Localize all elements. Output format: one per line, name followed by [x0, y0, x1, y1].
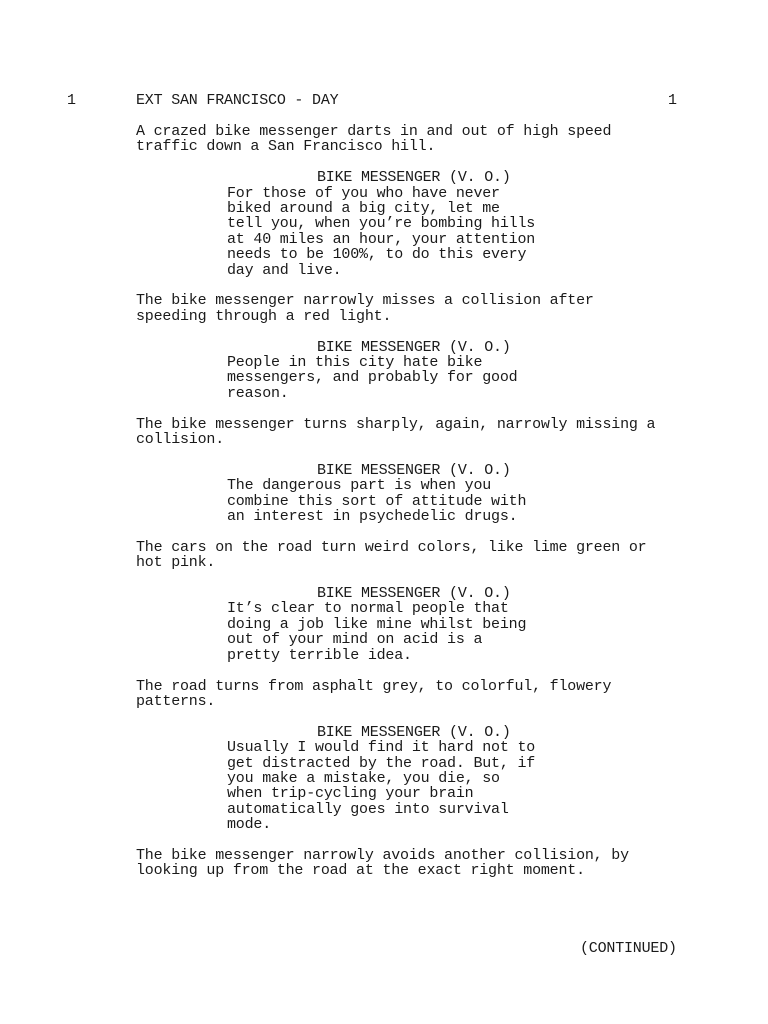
block-gap	[136, 524, 696, 539]
action-line: A crazed bike messenger darts in and out of high speed	[136, 123, 612, 140]
action-paragraph	[136, 417, 696, 448]
character-name: BIKE MESSENGER (V. O.)	[317, 723, 511, 741]
scene-heading: EXT SAN FRANCISCO - DAY	[136, 92, 339, 109]
dialogue-block	[136, 340, 696, 402]
action-line: looking up from the road at the exact right moment.	[136, 862, 585, 880]
dialogue-block	[136, 170, 696, 278]
character-name: BIKE MESSENGER (V. O.)	[317, 338, 511, 356]
block-gap	[136, 401, 696, 416]
scene-number-right: 1	[668, 92, 677, 109]
dialogue-line: day and live.	[227, 261, 342, 279]
dialogue-line: automatically goes into survival	[227, 800, 509, 818]
block-gap	[136, 155, 696, 170]
dialogue-line: out of your mind on acid is a	[227, 631, 483, 649]
block-gap	[136, 663, 696, 678]
action-line: patterns.	[136, 692, 216, 710]
dialogue-block	[136, 725, 696, 833]
character-name: BIKE MESSENGER (V. O.)	[317, 461, 511, 479]
character-name: BIKE MESSENGER (V. O.)	[317, 585, 511, 603]
block-gap	[136, 833, 696, 848]
action-line: The cars on the road turn weird colors, like lime green or	[136, 538, 647, 556]
block-gap	[136, 571, 696, 586]
action-line: The bike messenger narrowly avoids another collision, by	[136, 846, 629, 864]
dialogue-line: you make a mistake, you die, so	[227, 769, 500, 787]
dialogue-line: People in this city hate bike	[227, 354, 483, 372]
dialogue-line: needs to be 100%, to do this every	[227, 246, 527, 264]
dialogue-line: an interest in psychedelic drugs.	[227, 508, 518, 526]
character-name: BIKE MESSENGER (V. O.)	[317, 169, 511, 187]
script-body	[136, 124, 696, 879]
dialogue-block	[136, 586, 696, 663]
block-gap	[136, 324, 696, 339]
continued-marker: (CONTINUED)	[580, 940, 677, 957]
dialogue-line: It’s clear to normal people that	[227, 600, 509, 618]
dialogue-line: mode.	[227, 816, 272, 834]
action-line: The road turns from asphalt grey, to colorful, flowery	[136, 677, 612, 695]
action-paragraph	[136, 293, 696, 324]
dialogue-line: combine this sort of attitude with	[227, 492, 527, 510]
dialogue-line: doing a job like mine whilst being	[227, 615, 527, 633]
dialogue-block	[136, 463, 696, 525]
dialogue-line: pretty terrible idea.	[227, 646, 412, 664]
block-gap	[136, 447, 696, 462]
dialogue-line: messengers, and probably for good	[227, 369, 518, 387]
action-line: The bike messenger narrowly misses a collision after	[136, 292, 594, 310]
action-paragraph	[136, 679, 696, 710]
dialogue-line: The dangerous part is when you	[227, 477, 492, 495]
action-paragraph	[136, 848, 696, 879]
block-gap	[136, 709, 696, 724]
dialogue-line: biked around a big city, let me	[227, 200, 500, 218]
action-line: collision.	[136, 431, 225, 449]
block-gap	[136, 278, 696, 293]
action-paragraph	[136, 540, 696, 571]
dialogue-line: get distracted by the road. But, if	[227, 754, 536, 772]
dialogue-line: at 40 miles an hour, your attention	[227, 230, 536, 248]
action-line: speeding through a red light.	[136, 307, 392, 325]
dialogue-line: For those of you who have never	[227, 184, 500, 202]
scene-number-left: 1	[67, 92, 76, 109]
dialogue-line: Usually I would find it hard not to	[227, 739, 536, 757]
action-line: The bike messenger turns sharply, again, narrowly missing a	[136, 415, 656, 433]
action-paragraph	[136, 124, 696, 155]
action-line: traffic down a San Francisco hill.	[136, 138, 436, 156]
dialogue-line: when trip-cycling your brain	[227, 785, 474, 803]
dialogue-line: reason.	[227, 384, 289, 402]
action-line: hot pink.	[136, 554, 216, 572]
dialogue-line: tell you, when you’re bombing hills	[227, 215, 536, 233]
